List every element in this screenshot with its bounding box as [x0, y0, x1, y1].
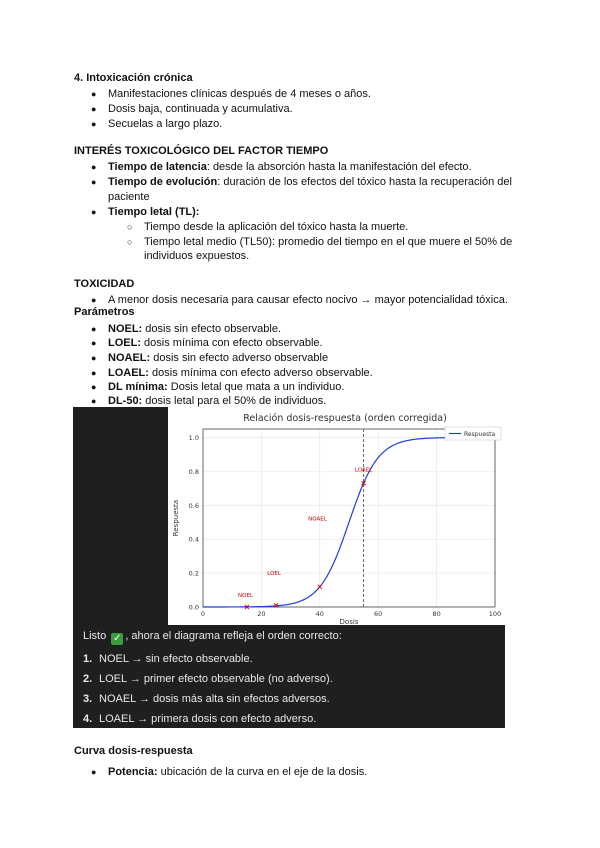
bullet-icon: ● — [91, 396, 97, 406]
item-text: → primera dosis con efecto adverso. — [134, 713, 317, 725]
term: LOAEL: — [108, 367, 149, 379]
y-tick-label: 0.2 — [188, 569, 199, 578]
term-text: dosis sin efecto observable. — [142, 323, 282, 335]
dose-response-chart — [168, 407, 505, 625]
chart-frame — [203, 429, 495, 607]
term: LOEL: — [108, 337, 141, 349]
marker-label-noel: NOEL — [238, 592, 254, 599]
param-item — [108, 394, 326, 408]
item-number: 2. — [83, 673, 93, 685]
list-item: Dosis baja, continuada y acumulativa. — [108, 103, 293, 115]
term: Potencia: — [108, 766, 158, 778]
screenshot-list-item — [83, 673, 333, 685]
bullet-icon: ● — [91, 207, 97, 217]
y-tick-label: 0.4 — [188, 535, 199, 544]
x-tick-label: 0 — [200, 610, 206, 618]
embedded-screenshot — [73, 407, 505, 728]
circle-bullet-icon: ○ — [127, 222, 133, 232]
caption-post: , ahora el diagrama refleja el orden correcto: — [125, 630, 342, 642]
term-text: dosis mínima con efecto observable. — [141, 337, 323, 349]
term-text: dosis mínima con efecto adverso observable. — [148, 367, 373, 379]
term-text: dosis letal para el 50% de individuos. — [142, 395, 327, 407]
list-item — [108, 175, 512, 189]
bullet-icon: ● — [91, 368, 97, 378]
bullet-icon: ● — [91, 89, 97, 99]
list-item — [108, 765, 367, 779]
item-term: NOAEL — [99, 693, 136, 705]
item-term: LOEL — [99, 673, 127, 685]
list-item — [108, 160, 472, 174]
list-item — [108, 205, 199, 219]
y-tick-label: 0.8 — [188, 467, 199, 476]
x-tick-label: 80 — [432, 610, 441, 618]
legend-label: Respuesta — [464, 431, 496, 438]
bullet-icon: ● — [91, 382, 97, 392]
term: NOEL: — [108, 323, 143, 335]
item-text: → primer efecto observable (no adverso). — [126, 673, 333, 685]
list-item-continued: paciente — [108, 191, 150, 203]
bullet-icon: ● — [91, 353, 97, 363]
checkmark-icon: ✓ — [113, 633, 122, 644]
series-line — [203, 437, 495, 607]
term: Tiempo letal (TL): — [108, 206, 200, 218]
sub-list-item: Tiempo letal medio (TL50): promedio del tiempo en el que muere el 50% de — [144, 236, 513, 248]
term-text: : duración de los efectos del tóxico hasta la recuperación del — [217, 176, 512, 188]
term-text: Dosis letal que mata a un individuo. — [167, 381, 345, 393]
term: DL mínima: — [108, 381, 168, 393]
bullet-icon: ● — [91, 119, 97, 129]
item-text: → dosis más alta sin efectos adversos. — [135, 693, 330, 705]
term: DL-50: — [108, 395, 143, 407]
term-text: : desde la absorción hasta la manifestación del efecto. — [206, 161, 472, 173]
caption-pre: Listo — [83, 630, 107, 642]
list-item: Manifestaciones clínicas después de 4 meses o años. — [108, 88, 371, 100]
list-item: A menor dosis necesaria para causar efecto nocivo → mayor potencialidad tóxica. — [108, 294, 508, 306]
term-text: ubicación de la curva en el eje de la dosis. — [157, 766, 368, 778]
section-4-title: 4. Intoxicación crónica — [74, 72, 193, 84]
bullet-icon: ● — [91, 324, 97, 334]
item-term: NOEL — [99, 653, 129, 665]
x-axis-label: Dosis — [339, 618, 359, 625]
term: Tiempo de evolución — [108, 176, 218, 188]
screenshot-list-item — [83, 693, 330, 705]
screenshot-list-item — [83, 653, 253, 665]
curva-title: Curva dosis-respuesta — [74, 745, 193, 757]
bullet-icon: ● — [91, 338, 97, 348]
y-tick-label: 1.0 — [188, 433, 199, 442]
item-number: 3. — [83, 693, 93, 705]
term-text: dosis sin efecto adverso observable — [150, 352, 329, 364]
item-term: LOAEL — [99, 713, 135, 725]
param-item — [108, 322, 281, 336]
param-item — [108, 336, 323, 350]
toxicidad-title: TOXICIDAD — [74, 278, 135, 290]
marker-label-loel: LOEL — [267, 570, 281, 577]
item-number: 4. — [83, 713, 93, 725]
y-tick-label: 0.6 — [188, 501, 199, 510]
param-item — [108, 351, 328, 365]
marker-label-loael: LOAEL — [354, 467, 373, 474]
x-tick-label: 20 — [257, 610, 266, 618]
chart-legend — [445, 427, 501, 440]
bullet-icon: ● — [91, 767, 97, 777]
sub-list-item: Tiempo desde la aplicación del tóxico hasta la muerte. — [144, 221, 409, 233]
bullet-icon: ● — [91, 177, 97, 187]
list-item: Secuelas a largo plazo. — [108, 118, 223, 130]
bullet-icon: ● — [91, 104, 97, 114]
x-tick-label: 100 — [488, 610, 502, 618]
term: NOAEL: — [108, 352, 151, 364]
interes-title: INTERÉS TOXICOLÓGICO DEL FACTOR TIEMPO — [74, 145, 329, 157]
item-text: → sin efecto observable. — [128, 653, 253, 665]
x-tick-label: 40 — [315, 610, 324, 618]
item-number: 1. — [83, 653, 93, 665]
sub-list-item-continued: individuos expuestos. — [144, 250, 250, 262]
chart-title: Relación dosis-respuesta (orden corregida) — [243, 413, 447, 424]
circle-bullet-icon: ○ — [127, 237, 133, 247]
param-item — [108, 366, 373, 380]
param-item — [108, 380, 344, 394]
bullet-icon: ● — [91, 162, 97, 172]
x-tick-label: 60 — [374, 610, 383, 618]
bullet-icon: ● — [91, 295, 97, 305]
caption — [83, 630, 342, 645]
marker-label-noael: NOAEL — [308, 516, 327, 523]
y-tick-label: 0.0 — [188, 603, 199, 612]
screenshot-list-item — [83, 713, 316, 725]
y-axis-label: Respuesta — [172, 499, 180, 537]
term: Tiempo de latencia — [108, 161, 207, 173]
parametros-title: Parámetros — [74, 306, 135, 318]
chart-svg — [168, 407, 505, 625]
